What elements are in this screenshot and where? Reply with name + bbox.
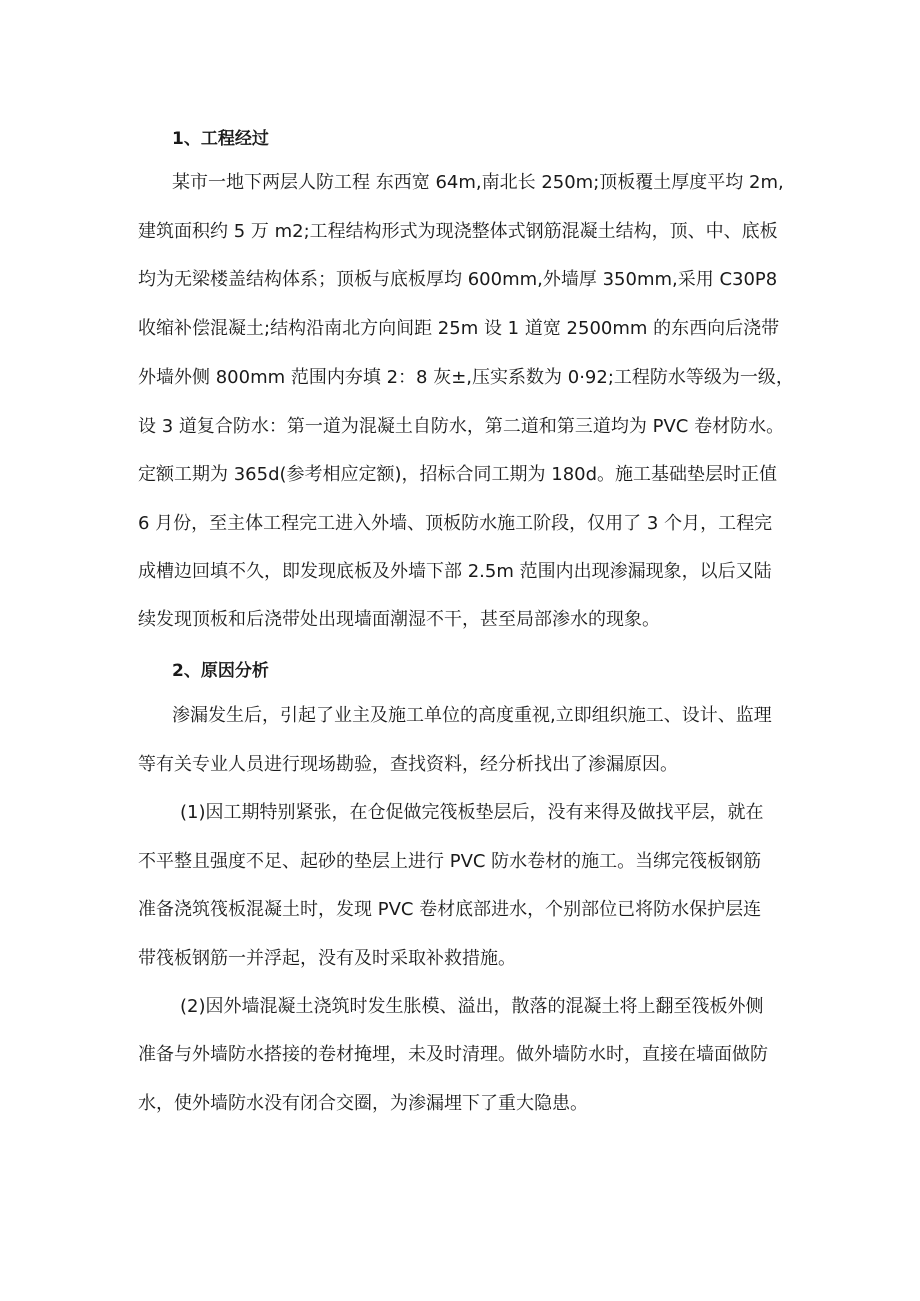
paragraph-line: 设 3 道复合防水：第一道为混凝土自防水，第二道和第三道均为 PVC 卷材防水。 xyxy=(138,416,785,437)
paragraph-line: 外墙外侧 800mm 范围内夯填 2：8 灰±,压实系数为 0·92;工程防水等级为一级， xyxy=(138,367,794,388)
paragraph-line: 均为无梁楼盖结构体系；顶板与底板厚均 600mm,外墙厚 350mm,采用 C30P8 xyxy=(138,269,778,290)
list-item-line: 带筏板钢筋一并浮起，没有及时采取补救措施。 xyxy=(138,948,516,969)
list-item-line: 准备浇筑筏板混凝土时，发现 PVC 卷材底部进水，个别部位已将防水保护层连 xyxy=(138,899,762,920)
list-item-line: (2)因外墙混凝土浇筑时发生胀模、溢出，散落的混凝土将上翻至筏板外侧 xyxy=(180,996,764,1017)
section-heading-cause-analysis: 2、原因分析 xyxy=(172,661,269,681)
list-item-line: 水，使外墙防水没有闭合交圈，为渗漏埋下了重大隐患。 xyxy=(138,1093,588,1114)
paragraph-line: 渗漏发生后，引起了业主及施工单位的高度重视,立即组织施工、设计、监理 xyxy=(172,705,772,726)
list-item-line: 不平整且强度不足、起砂的垫层上进行 PVC 防水卷材的施工。当绑完筏板钢筋 xyxy=(138,851,762,872)
paragraph-line: 某市一地下两层人防工程 东西宽 64m,南北长 250m;顶板覆土厚度平均 2m, xyxy=(172,172,784,193)
list-item-line: 准备与外墙防水搭接的卷材掩埋，未及时清理。做外墙防水时，直接在墙面做防 xyxy=(138,1044,768,1065)
paragraph-line: 定额工期为 365d(参考相应定额)，招标合同工期为 180d。施工基础垫层时正值 xyxy=(138,464,778,485)
paragraph-line: 成槽边回填不久，即发现底板及外墙下部 2.5m 范围内出现渗漏现象，以后又陆 xyxy=(138,561,772,582)
paragraph-line: 续发现顶板和后浇带处出现墙面潮湿不干，甚至局部渗水的现象。 xyxy=(138,609,660,630)
paragraph-line: 6 月份，至主体工程完工进入外墙、顶板防水施工阶段，仅用了 3 个月，工程完 xyxy=(138,513,773,534)
paragraph-line: 等有关专业人员进行现场勘验，查找资料，经分析找出了渗漏原因。 xyxy=(138,754,678,775)
section-heading-project-history: 1、工程经过 xyxy=(172,129,269,149)
paragraph-line: 建筑面积约 5 万 m2;工程结构形式为现浇整体式钢筋混凝土结构，顶、中、底板 xyxy=(138,221,778,242)
paragraph-line: 收缩补偿混凝土;结构沿南北方向间距 25m 设 1 道宽 2500mm 的东西向后浇带 xyxy=(138,318,780,339)
list-item-line: (1)因工期特别紧张，在仓促做完筏板垫层后，没有来得及做找平层，就在 xyxy=(180,802,764,823)
